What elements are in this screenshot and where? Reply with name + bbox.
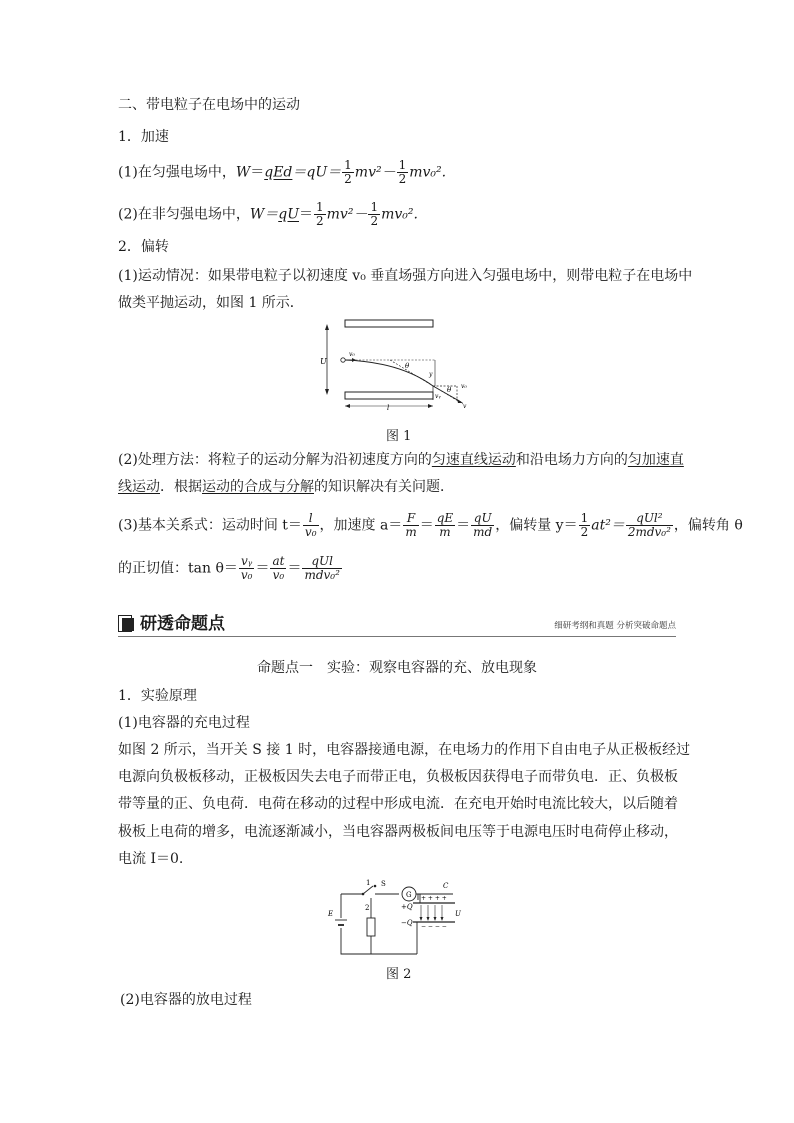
fraction: [314, 201, 326, 228]
label-vy: vᵧ: [435, 393, 441, 400]
charge-para-line: 电源向负极板移动，正极板因失去电子而带正电，负极板因获得电子而带负电．正、负极板: [118, 769, 678, 785]
label-switch-pos-2: 2: [365, 904, 370, 912]
text: at²＝: [591, 517, 625, 534]
denominator: 2mdv₀²: [627, 525, 671, 539]
text: 的知识解决有关问题．: [314, 479, 454, 495]
label-theta: θ: [405, 362, 410, 370]
section-bookmark-icon: [118, 615, 135, 632]
deflect-para1-line2: 做类平抛运动，如图 1 所示．: [118, 295, 304, 311]
text: (1)在匀强电场中，: [118, 164, 236, 181]
label-plus-charges: + + + +: [421, 895, 447, 902]
text: ＝: [456, 517, 471, 534]
text: 的正切值：tan θ＝: [118, 560, 238, 577]
text: ＝: [299, 206, 313, 223]
text: mv₀².: [409, 164, 447, 181]
label-l: l: [387, 404, 390, 412]
deflect-para2-line2: [118, 477, 454, 497]
numerator: 1: [370, 200, 379, 214]
section-heading: 二、带电粒子在电场中的运动: [118, 97, 300, 113]
label-switch-S: S: [381, 880, 386, 888]
answer-accelerated-linear-cont: 线运动: [118, 479, 160, 495]
numerator: 1: [398, 158, 407, 172]
text: mv²－: [326, 206, 368, 223]
denominator: 2: [316, 214, 324, 228]
fraction: [302, 555, 341, 582]
section-subtitle: 细研考纲和真题 分析突破命题点: [554, 621, 676, 631]
charge-para-line: 电流 I＝0.: [118, 851, 184, 867]
charge-heading: (1)电容器的充电过程: [118, 715, 250, 731]
fraction: [626, 512, 673, 539]
numerator: qUl: [302, 555, 341, 569]
accel-formula-nonuniform: [118, 201, 418, 228]
label-v: v: [463, 403, 467, 410]
label-E: E: [328, 910, 334, 918]
denominator: 2: [370, 214, 379, 228]
denominator: md: [473, 525, 493, 539]
var-W: W: [235, 164, 251, 181]
numerator: qUl²: [626, 512, 673, 526]
text: ＝: [250, 164, 265, 181]
figure-1-caption: 图 1: [386, 429, 412, 444]
fraction: [239, 555, 255, 582]
numerator: l: [303, 512, 319, 526]
charge-para-line: 极板上电荷的增多，电流逐渐减小，当电容器两极板间电压等于电源电压时电荷停止移动，: [118, 824, 678, 840]
numerator: vᵧ: [239, 555, 255, 569]
fraction: [303, 512, 319, 539]
section-header-bar: [118, 612, 676, 637]
label-minus-charges: − − − −: [421, 923, 447, 930]
label-minus-Q: −Q: [401, 919, 413, 927]
answer-qU: qU: [278, 206, 299, 223]
answer-accelerated-linear: 匀加速直: [627, 452, 684, 468]
text: mv²－: [354, 164, 396, 181]
denominator: m: [439, 525, 451, 539]
charge-para-line: 如图 2 所示，当开关 S 接 1 时，电容器接通电源，在电场力的作用下自由电子从正极板经过: [118, 742, 691, 758]
numerator: qU: [471, 512, 494, 526]
text: ．根据: [160, 479, 202, 495]
figure-1-deflection-diagram: [315, 316, 475, 412]
deflect-para2-line1: [118, 450, 684, 470]
accel-formula-uniform: [118, 159, 446, 186]
deflect-formula-line1: [118, 512, 743, 539]
label-theta-2: θ: [447, 386, 452, 394]
numerator: 1: [580, 511, 589, 525]
text: (2)在非匀强电场中，: [118, 206, 250, 223]
figure-2-caption: 图 2: [386, 967, 412, 982]
label-switch-pos-1: 1: [366, 879, 371, 887]
numerator: at: [272, 554, 285, 568]
deflect-para1-line1: (1)运动情况：如果带电粒子以初速度 v₀ 垂直场强方向进入匀强电场中，则带电粒子在电场中: [118, 268, 693, 284]
subheading-acceleration: 1．加速: [118, 129, 169, 145]
principle-heading: 1．实验原理: [118, 688, 197, 704]
text: ，加速度 a＝: [319, 517, 403, 534]
topic-title: 命题点一 实验：观察电容器的充、放电现象: [257, 660, 537, 676]
label-C: C: [443, 882, 449, 890]
denominator: 2: [344, 172, 352, 186]
numerator: 1: [316, 200, 324, 214]
denominator: 2: [580, 525, 589, 539]
text: ＝qU＝: [292, 164, 342, 181]
fraction: [342, 159, 354, 186]
section-title: 研透命题点: [140, 614, 225, 634]
answer-qEd: qEd: [264, 164, 293, 181]
text: (3)基本关系式：运动时间 t＝: [118, 517, 302, 534]
answer-composition: 运动的合成与分解: [202, 479, 314, 495]
fraction: [435, 512, 455, 539]
text: ，偏转量 y＝: [495, 517, 578, 534]
denominator: v₀: [304, 525, 317, 539]
label-plus-Q: +Q: [401, 903, 413, 911]
denominator: m: [405, 525, 417, 539]
subheading-deflection: 2．偏转: [118, 239, 169, 255]
label-v0: v₀: [349, 351, 355, 358]
answer-uniform-linear: 匀速直线运动: [431, 452, 516, 468]
charge-para-line: 带等量的正、负电荷．电荷在移动的过程中形成电流．在充电开始时电流比较大，以后随着: [118, 796, 678, 812]
label-U: U: [455, 910, 461, 918]
fraction: [368, 201, 380, 228]
fraction: [579, 512, 591, 539]
figure-2-circuit-diagram: [325, 876, 470, 958]
deflect-formula-line2: [118, 555, 343, 582]
denominator: v₀: [240, 568, 253, 582]
fraction: [397, 159, 409, 186]
numerator: 1: [344, 158, 352, 172]
denominator: mdv₀²: [304, 568, 340, 582]
text: (2)处理方法：将粒子的运动分解为沿初速度方向的: [118, 452, 432, 468]
var-W: W＝: [249, 206, 279, 223]
denominator: v₀: [272, 568, 285, 582]
denominator: 2: [398, 172, 407, 186]
fraction: [403, 512, 418, 539]
text: 和沿电场力方向的: [515, 452, 628, 468]
text: ＝: [255, 560, 270, 577]
label-y: y: [429, 371, 433, 378]
discharge-heading: (2)电容器的放电过程: [120, 992, 252, 1008]
fraction: [270, 555, 286, 582]
text: ，偏转角 θ: [673, 517, 743, 534]
fraction: [471, 512, 494, 539]
label-U: U: [320, 357, 327, 366]
label-v0-exit: v₀: [461, 383, 467, 390]
text: ＝: [287, 560, 302, 577]
text: ＝: [419, 517, 434, 534]
galvanometer-G: G: [406, 891, 412, 899]
numerator: qE: [436, 511, 454, 525]
text: mv₀².: [381, 206, 418, 223]
numerator: F: [403, 512, 418, 526]
